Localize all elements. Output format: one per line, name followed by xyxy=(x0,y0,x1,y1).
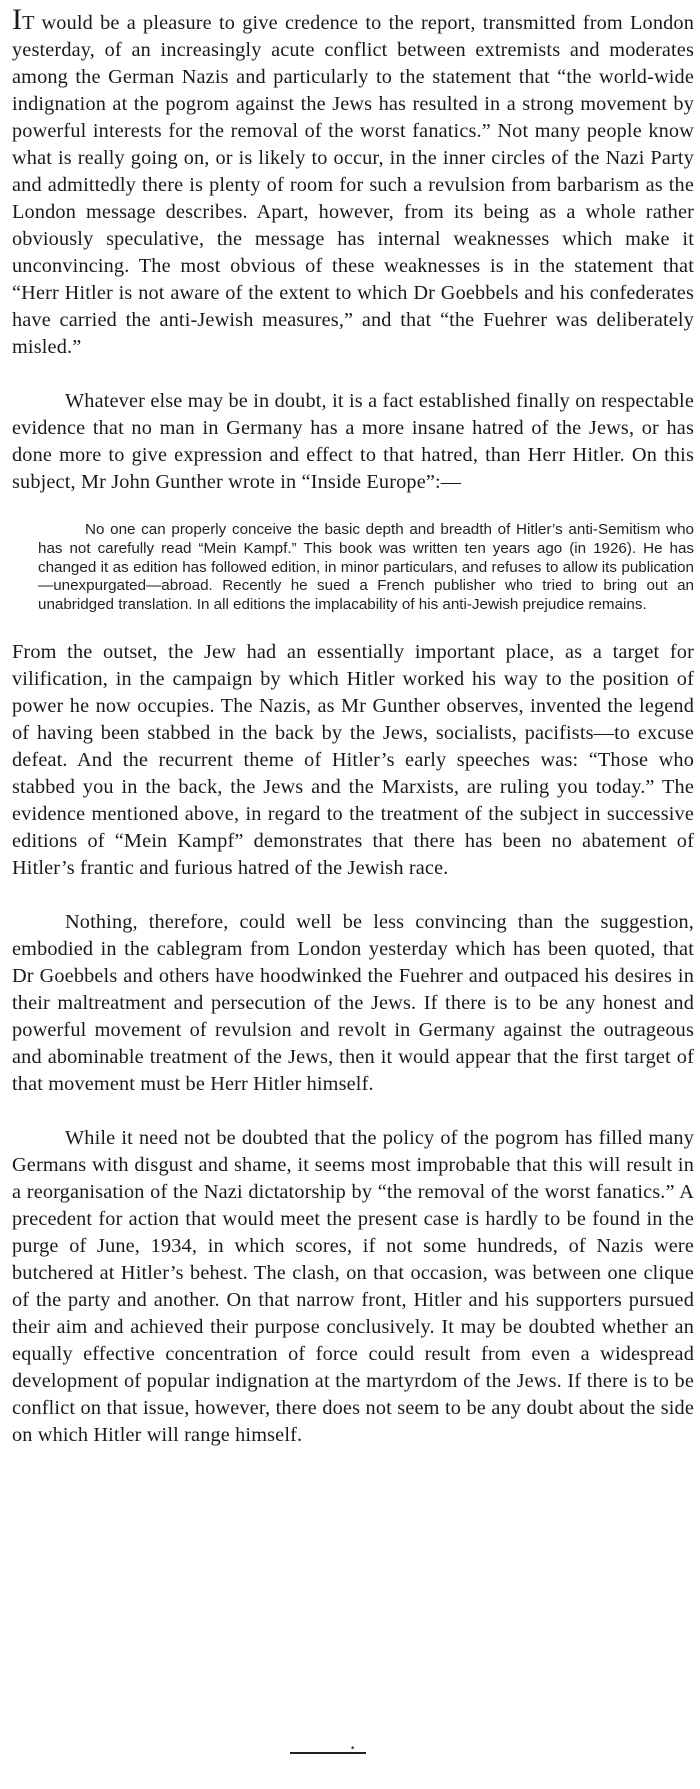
paragraph-2: Whatever else may be in doubt, it is a fact established finally on respectable evidence that no man in Germany has a more insane hatred of the Jews, or has done more to give expression and effect to that hatred, than Herr Hitler. On this subject, Mr John Gunther wrote in “Inside Europe”:— xyxy=(12,390,694,493)
closing-rule-dot: • xyxy=(350,1744,356,1754)
paragraph-5: While it need not be doubted that the policy of the pogrom has filled many Germans with disgust and shame, it seems most improbable that this will result in a reorganisation of the Nazi dictatorship by “the removal of the worst fanatics.” A precedent for action that would meet the present case is hardly to be found in the purge of June, 1934, in which scores, if not some hundreds, of Nazis were butchered at Hitler’s behest. The clash, on that occasion, was between one clique of the party and another. On that narrow front, Hitler and his supporters pursued their aim and achieved their purpose conclusively. It may be doubted whether an equally effective concentration of force could result from even a widespread development of popular indignation at the martyrdom of the Jews. If there is to be conflict on that issue, however, there does not seem to be any doubt about the side on which Hitler will range himself. xyxy=(12,1126,694,1446)
article-column xyxy=(12,3,694,1449)
block-quote: No one can properly conceive the basic depth and breadth of Hitler’s anti-Semitism who has not carefully read “Mein Kampf.” This book was written ten years ago (in 1926). He has changed it as edition has followed edition, in minor particulars, and refuses to allow its publication—unexpurgated—abroad. Recently he sued a French publisher who tried to bring out an unabridged translation. In all editions the implacability of his anti-Jewish prejudice remains. xyxy=(38,521,694,614)
drop-cap: I xyxy=(12,3,23,36)
paragraph-4: Nothing, therefore, could well be less convincing than the suggestion, embodied in the cablegram from London yesterday which has been quoted, that Dr Goebbels and others have hoodwinked the Fuehrer and outpaced his desires in their maltreatment and persecution of the Jews. If there is to be any honest and powerful movement of revulsion and revolt in Germany against the outrageous and abominable treatment of the Jews, then it would appear that the first target of that movement must be Herr Hitler himself. xyxy=(12,910,694,1095)
paragraph-3: From the outset, the Jew had an essentially important place, as a target for vilification, in the campaign by which Hitler worked his way to the position of power he now occupies. The Nazis, as Mr Gunther observes, invented the legend of having been stabbed in the back by the Jews, socialists, pacifists—to excuse defeat. And the recurrent theme of Hitler’s early speeches was: “Those who stabbed you in the back, the Jews and the Marxists, are ruling you today.” The evidence mentioned above, in regard to the treatment of the subject in successive editions of “Mein Kampf” demonstrates that there has been no abatement of Hitler’s frantic and furious hatred of the Jewish race. xyxy=(12,640,694,879)
paragraph-1-text: T would be a pleasure to give credence to the report, transmitted from London yesterday, of an increasingly acute conflict between extremists and moderates among the German Nazis and particularly to the statement that “the world-wide indignation at the pogrom against the Jews has resulted in a strong movement by powerful interests for the removal of the worst fanatics.” Not many people know what is really going on, or is likely to occur, in the inner circles of the Nazi Party and admittedly there is plenty of room for such a revulsion from barbarism as the London message describes. Apart, however, from its being as a whole rather obviously speculative, the message has internal weaknesses which make it unconvincing. The most obvious of these weaknesses is in the statement that “Herr Hitler is not aware of the extent to which Dr Goebbels and his confederates have carried the anti-Jewish measures,” and that “the Fuehrer was deliberately misled.” xyxy=(12,12,694,358)
paragraph-1 xyxy=(12,3,694,361)
